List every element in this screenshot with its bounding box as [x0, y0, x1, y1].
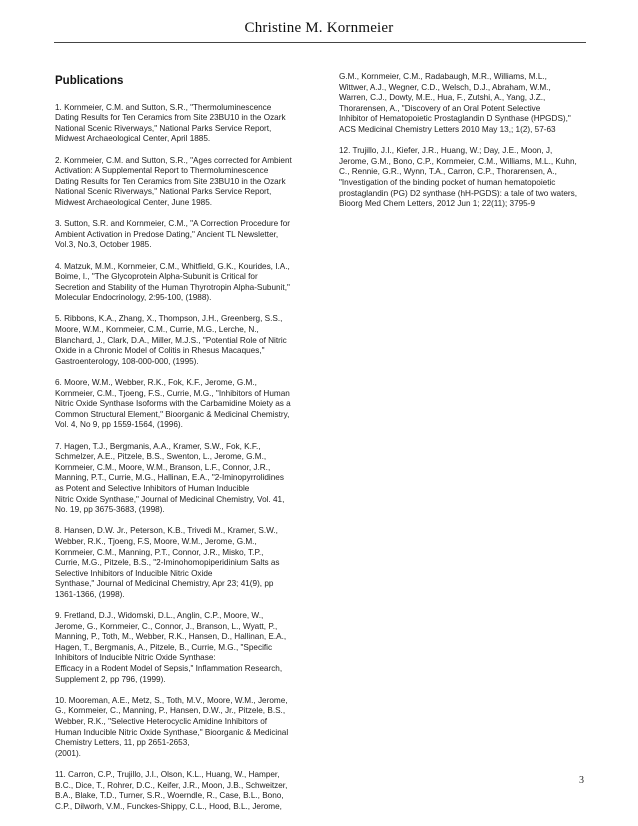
publication-entry: 10. Mooreman, A.E., Metz, S., Toth, M.V., Moore, W.M., Jerome, G., Kornmeier, C., Manning, P., Hansen, D.W., Jr., Pitzele, B.S., Webber, R.K., "Selective Heterocyclic Amidine Inhibitors of Human Inducible Nitric Oxide Synthase," Bioorganic & Medicinal Chemistry Letters, 11, pp 2651-2653, (2001).: [55, 695, 289, 758]
publication-entry: 5. Ribbons, K.A., Zhang, X., Thompson, J.H., Greenberg, S.S., Moore, W.M., Kornmeier, C.M., Currie, M.G., Lerche, N., Blanchard, J., Clark, D.A., Miller, M.J.S., "Potential Role of Nitric Oxide in a Chronic Model of Colitis in Rhesus Macaques," Gastroenterology, 108-000-000, (1995).: [55, 314, 287, 366]
publication-entry: 6. Moore, W.M., Webber, R.K., Fok, K.F., Jerome, G.M., Kornmeier, C.M., Tjoeng, F.S., Currie, M.G., "Inhibitors of Human Nitric Oxide Synthase Isoforms with the Carbamidine Moiety as a Common Structural Element," Bioorganic & Medicinal Chemistry, Vol. 4, No 9, pp 1559-1564, (1996).: [55, 378, 291, 430]
publication-entry: 8. Hansen, D.W. Jr., Peterson, K.B., Trivedi M., Kramer, S.W., Webber, R.K., Tjoeng, F.S, Moore, W.M., Jerome, G.M., Kornmeier, C.M., Manning, P.T., Connor, J.R., Misko, T.P., Currie, M.G., Pitzele, B.S., "2-Iminohomopiperidinium Salts as Selective Inhibitors of Inducible Nitric Oxide Synthase," Journal of Medicinal Chemistry, Apr 23; 41(9), pp 1361-1366, (1998).: [55, 526, 280, 599]
publication-entry-continued: G.M., Kornmeier, C.M., Radabaugh, M.R., Williams, M.L., Wittwer, A.J., Wegner, C.D., Welsch, D.J., Abraham, W.M., Warren, C.J., Dowty, M.E., Hua, F., Zutshi, A., Yang, J.Z., Thorarensen, A., "Discovery of an Oral Potent Selective Inhibitor of Hematopoietic Prostaglandin D Synthase (HPGDS)," ACS Medicinal Chemistry Letters 2010 May 13,; 1(2), 57-63: [339, 72, 571, 134]
publication-entry: 11. Carron, C.P., Trujillo, J.I., Olson, K.L., Huang, W., Hamper, B.C., Dice, T., Rohrer, D.C., Keifer, J.R., Moon, J.B., Schweitzer, B.A., Blake, T.D., Turner, S.R., Woerndle, R., Case, B.L., Bono, C.P., Dilworh, V.M., Funckes-Shippy, C.L., Hood, B.L., Jerome,: [55, 770, 288, 811]
publication-entry: 4. Matzuk, M.M., Kornmeier, C.M., Whitfield, G.K., Kourides, I.A., Boime, I., "The Glycoprotein Alpha-Subunit is Critical for Secretion and Stability of the Human Thyrotropin Alpha-Subunit," Molecular Endocrinology, 2:95-100, (1988).: [55, 261, 290, 303]
right-column: [339, 72, 589, 220]
author-name-header: Christine M. Kornmeier: [244, 20, 394, 36]
publication-entry: 2. Kornmeier, C.M. and Sutton, S.R., "Ages corrected for Ambient Activation: A Supplemental Report to Thermoluminescence Dating Results for Ten Ceramics from Site 23BU10 in the Ozark National Scenic Riverways," National Parks Service Report, Midwest Archaeological Center, June 1985.: [55, 155, 292, 207]
publication-entry: 7. Hagen, T.J., Bergmanis, A.A., Kramer, S.W., Fok, K.F., Schmelzer, A.E., Pitzele, B.S., Swenton, L., Jerome, G.M., Kornmeier, C.M., Moore, W.M., Branson, L.F., Connor, J.R., Manning, P.T., Currie, M.G., Hallinan, E.A., "2-Iminopyrrolidines as Potent and Selective Inhibitors of Human Inducible Nitric Oxide Synthase," Journal of Medicinal Chemistry, Vol. 41, No. 19, pp 3675-3683, (1998).: [55, 441, 285, 515]
section-title: Publications: [55, 75, 124, 87]
page-number: 3: [579, 775, 584, 786]
header-divider: [54, 42, 586, 43]
publication-entry: 3. Sutton, S.R. and Kornmeier, C.M., "A Correction Procedure for Ambient Activation in Predose Dating," Ancient TL Newsletter, Vol.3, No.3, October 1985.: [55, 219, 290, 250]
publication-entry: 1. Kornmeier, C.M. and Sutton, S.R., "Thermoluminescence Dating Results for Ten Ceramics from Site 23BU10 in the Ozark National Scenic Riverways," National Parks Service Report, Midwest Archaeological Center, April 1885.: [55, 102, 286, 144]
publication-entry: 12. Trujillo, J.I., Kiefer, J.R., Huang, W.; Day, J.E., Moon, J, Jerome, G.M., Bono, C.P., Kornmeier, C.M., Williams, M.L., Kuhn, C., Rennie, G.R., Wynn, T.A., Carron, C.P., Thorarensen, A., "Investigation of the binding pocket of human hematopoietic prostaglandin (PG) D2 synthase (hH-PGDS): a tale of two waters, Bioorg Med Chem Letters, 2012 Jun 1; 22(11); 3795-9: [339, 146, 577, 209]
left-column: [55, 72, 313, 823]
publication-entry: 9. Fretland, D.J., Widomski, D.L., Anglin, C.P., Moore, W., Jerome, G., Kornmeier, C., Connor, J., Branson, L., Wyatt, P., Manning, P., Toth, M., Webber, R.K., Hansen, D., Hallinan, E.A., Hagen, T., Bergmanis, A., Pitzele, B., Currie, M.G., "Specific Inhibitors of Inducible Nitric Oxide Synthase: Efficacy in a Rodent Model of Sepsis," Inflammation Research, Supplement 2, pp 796, (1999).: [55, 611, 287, 684]
